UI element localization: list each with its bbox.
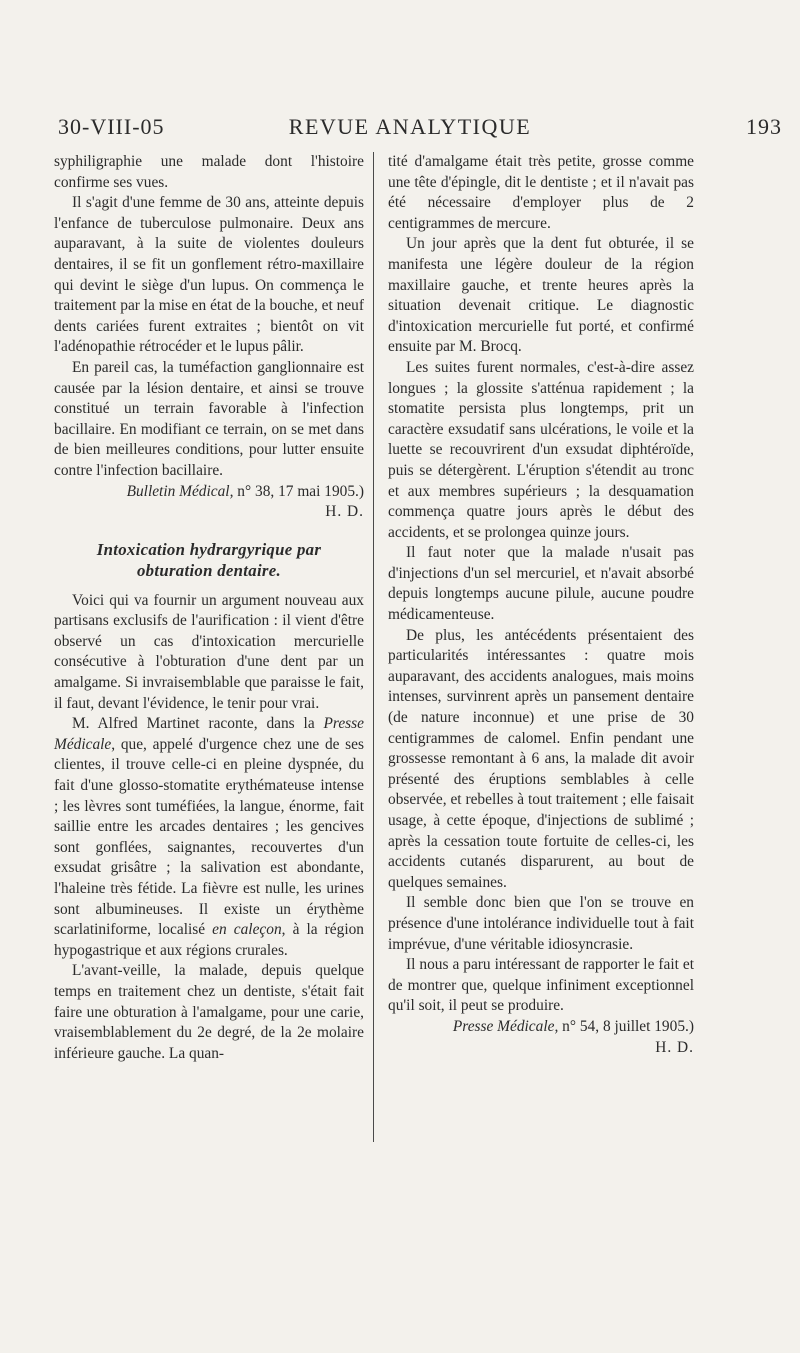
emphasis: en caleçon <box>212 921 282 939</box>
right-column <box>388 152 694 1058</box>
journal-name: Presse Médicale <box>54 715 364 753</box>
text-run: , à la région hypogastrique et aux régions crurales. <box>54 921 364 959</box>
text-run: M. Alfred Martinet raconte, dans la <box>72 715 324 733</box>
paragraph: Voici qui va fournir un argument nouveau aux partisans exclusifs de l'aurification : il vient d'être observé un cas d'intoxication mercurielle consécutive à l'obturation d'une dent par un amalgame. Si invraisemblable que paraisse le fait, il faut, devant l'évidence, le tenir pour vrai. <box>54 591 364 712</box>
journal-title: REVUE ANALYTIQUE <box>288 114 532 139</box>
issue-date: 30-VIII-05 <box>58 114 165 139</box>
text-run: , que, appelé d'urgence chez une de ses clientes, il trouve celle-ci en pleine dyspnée, du fait d'une glosso-stomatite erythémateuse intense ; les lèvres sont tuméfiées, la langue, énorme, fait saillie entre les arcades dentaires ; les gencives sont gonflées, saignantes, recouvertes d'un exsudat grisâtre ; la salivation est abondante, l'haleine très fétide. La fièvre est nulle, les urines sont albumineuses. Il existe un érythème scarlatiniforme, localisé <box>54 735 364 939</box>
paragraph <box>54 714 364 961</box>
paragraph: tité d'amalgame était très petite, grosse comme une tête d'épingle, dit le dentiste ; et il n'avait pas été nécessaire d'employer plus de 2 centigrammes de mercure. <box>388 153 694 232</box>
paragraph: L'avant-veille, la malade, depuis quelque temps en traitement chez un dentiste, s'était fait faire une obturation à l'amalgame, pour une carie, vraisemblablement du 2e degré, de la 2e molaire inférieure gauche. La quan- <box>54 962 364 1062</box>
paragraph: En pareil cas, la tuméfaction ganglionnaire est causée par la lésion dentaire, et ainsi se trouve constitué un terrain favorable à l'infection bacillaire. En modifiant ce terrain, on se met dans de bien meilleures conditions, pour lutter ensuite contre l'infection bacillaire. <box>54 358 364 479</box>
citation <box>388 1017 694 1038</box>
column-divider <box>373 152 374 1142</box>
citation-source: Presse Médicale, <box>452 1017 559 1035</box>
signature: H. D. <box>655 1038 694 1056</box>
citation-source: Bulletin Médical, <box>126 482 234 500</box>
paragraph: Il nous a paru intéressant de rapporter le fait et de montrer que, quelque infiniment exceptionnel qu'il soit, il peut se produire. <box>388 956 694 1015</box>
signature: H. D. <box>325 503 364 521</box>
paragraph: Un jour après que la dent fut obturée, il se manifesta une légère douleur de la région maxillaire gauche, et trente heures après la situation devenait critique. Le diagnostic d'intoxication mercurielle fut porté, et confirmé ensuite par M. Brocq. <box>388 235 694 356</box>
paragraph: Il faut noter que la malade n'usait pas d'injections d'un sel mercuriel, et n'avait absorbé depuis longtemps aucune pilule, aucune poudre médicamenteuse. <box>388 544 694 624</box>
page-number: 193 <box>746 114 782 139</box>
left-column <box>54 152 364 1064</box>
citation-ref: n° 54, 8 juillet 1905.) <box>562 1017 694 1035</box>
paragraph: Les suites furent normales, c'est-à-dire assez longues ; la glossite s'atténua rapidement ; la stomatite persista plus longtemps, prit un caractère exsudatif sans ulcérations, le voile et la luette se recouvrirent d'un exsudat diphtéroïde, puis se détergèrent. L'éruption s'étendit au tronc et aux membres supérieurs ; la desquamation commença quatre jours après le début des accidents, et se prolongea quinze jours. <box>388 358 694 541</box>
article-title-line: obturation dentaire. <box>136 560 281 580</box>
page-header <box>50 114 782 144</box>
citation <box>54 482 364 503</box>
article-title-line: Intoxication hydrargyrique par <box>96 539 322 559</box>
paragraph: syphiligraphie une malade dont l'histoire confirme ses vues. <box>54 153 364 191</box>
article-title <box>54 539 364 581</box>
paragraph: Il semble donc bien que l'on se trouve en présence d'une intolérance individuelle tout à fait imprévue, d'une véritable idiosyncrasie. <box>388 894 694 953</box>
citation-ref: n° 38, 17 mai 1905.) <box>237 482 364 500</box>
paragraph: Il s'agit d'une femme de 30 ans, atteinte depuis l'enfance de tuberculose pulmonaire. Deux ans auparavant, à la suite de violentes douleurs dentaires, il se fit un gonflement rétro-maxillaire qui devint le siège d'un lupus. On commença le traitement par la mise en état de la bouche, et neuf dents cariées furent extraites ; bientôt on vit l'adénopathie rétrocéder et le lupus pâlir. <box>54 194 364 356</box>
paragraph: De plus, les antécédents présentaient des particularités intéressantes : quatre mois auparavant, des accidents analogues, mais moins intenses, survinrent après un pansement dentaire (de nature inconnue) et une prise de 30 centigrammes de calomel. Enfin pendant une grossesse remontant à 6 ans, la malade dit avoir présenté des éruptions semblables à celle observée, et rebelles à tout traitement ; elle faisait usage, à cette époque, d'injections de sublimé ; après la cessation toute fortuite de celles-ci, les accidents cutanés disparurent, au bout de quelques semaines. <box>388 626 694 891</box>
